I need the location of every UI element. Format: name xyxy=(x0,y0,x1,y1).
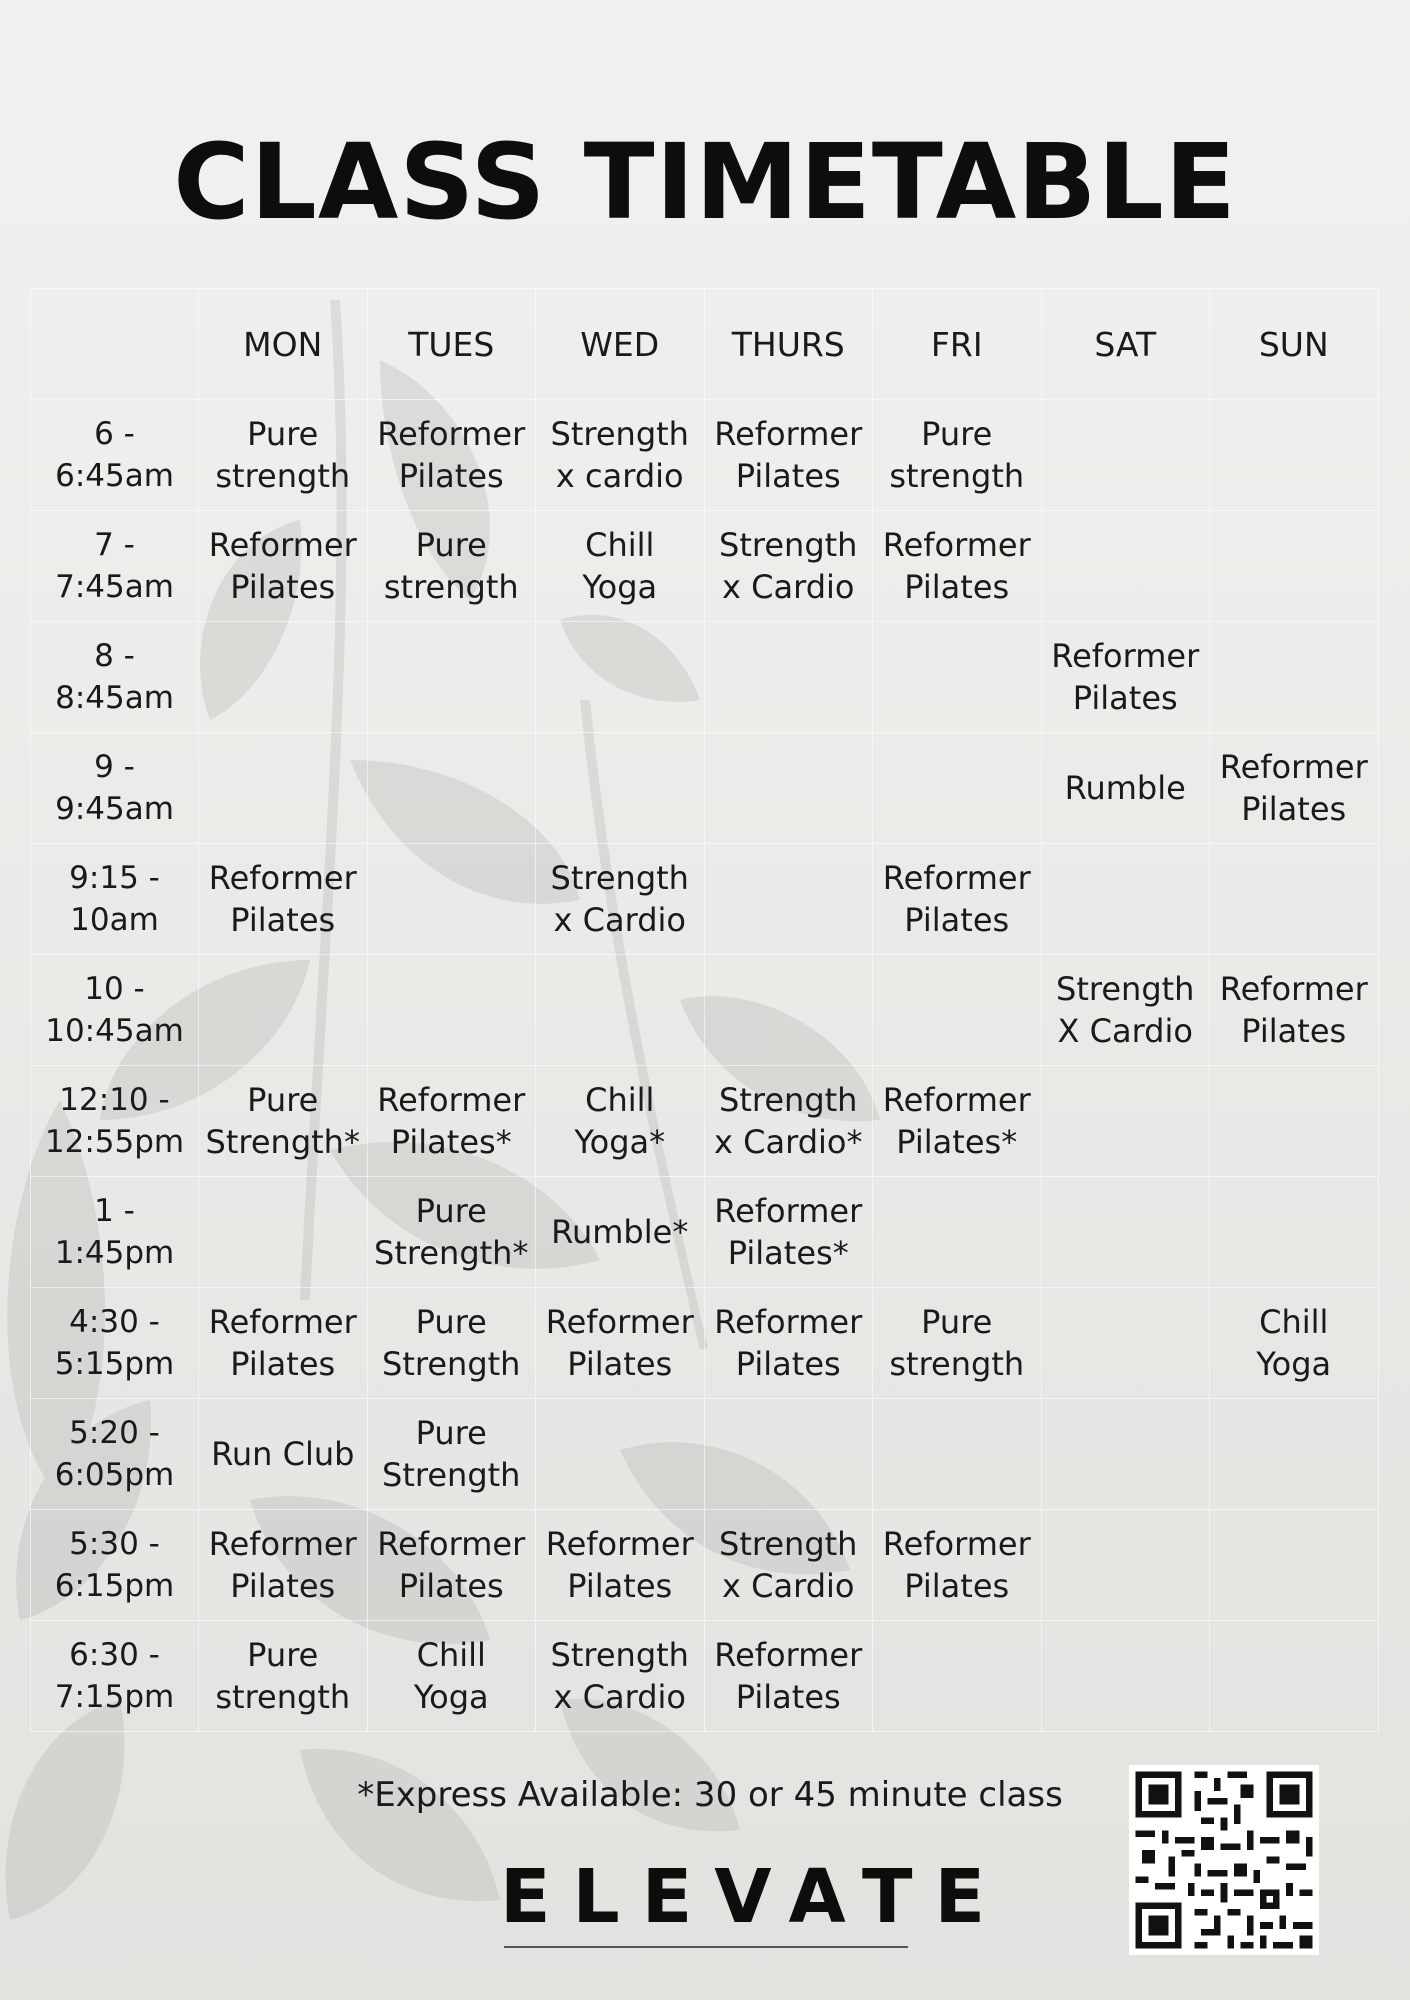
class-name: Reformer Pilates xyxy=(882,526,1031,606)
class-cell xyxy=(1210,1066,1379,1177)
class-cell xyxy=(536,1066,705,1177)
class-cell xyxy=(704,844,873,955)
day-header: TUES xyxy=(367,289,536,400)
class-name: Reformer Pilates xyxy=(545,1303,694,1383)
class-cell xyxy=(1210,733,1379,844)
class-cell xyxy=(199,1399,368,1510)
class-cell xyxy=(536,1177,705,1288)
time-label: 8 - 8:45am xyxy=(55,638,174,716)
class-name: Strength x cardio xyxy=(550,415,689,495)
class-cell xyxy=(199,1288,368,1399)
class-name: Reformer Pilates xyxy=(208,1525,357,1605)
table-row xyxy=(31,1288,1379,1399)
class-cell xyxy=(704,1288,873,1399)
class-cell xyxy=(1041,733,1210,844)
time-slot xyxy=(31,733,199,844)
class-cell xyxy=(873,1177,1042,1288)
day-header: MON xyxy=(199,289,368,400)
time-label: 7 - 7:45am xyxy=(55,527,174,605)
class-name: Reformer Pilates xyxy=(714,1636,863,1716)
brand-logo: ELEVATE xyxy=(500,1854,1008,1940)
class-name: Reformer Pilates xyxy=(377,1525,526,1605)
class-name: Reformer Pilates xyxy=(714,415,863,495)
class-cell xyxy=(873,733,1042,844)
table-row xyxy=(31,400,1379,511)
express-footnote: *Express Available: 30 or 45 minute class xyxy=(357,1775,1063,1815)
class-cell xyxy=(873,511,1042,622)
class-cell xyxy=(704,733,873,844)
class-name: Reformer Pilates xyxy=(1219,748,1368,828)
time-label: 5:20 - 6:05pm xyxy=(54,1415,175,1493)
class-cell xyxy=(536,733,705,844)
class-name: Reformer Pilates xyxy=(1051,637,1200,717)
class-cell xyxy=(536,1288,705,1399)
class-cell xyxy=(704,511,873,622)
class-cell xyxy=(1210,1621,1379,1732)
brand-underline xyxy=(504,1946,908,1948)
class-cell xyxy=(1041,400,1210,511)
class-cell xyxy=(873,1510,1042,1621)
class-name: Pure Strength xyxy=(382,1414,521,1494)
class-cell xyxy=(1210,1510,1379,1621)
class-cell xyxy=(1210,400,1379,511)
class-cell xyxy=(536,511,705,622)
class-cell xyxy=(367,511,536,622)
class-cell xyxy=(873,1621,1042,1732)
time-label: 4:30 - 5:15pm xyxy=(54,1304,175,1382)
class-name: Reformer Pilates* xyxy=(882,1081,1031,1161)
time-slot xyxy=(31,1621,199,1732)
class-cell xyxy=(1041,1621,1210,1732)
class-name: Chill Yoga* xyxy=(574,1081,666,1161)
time-slot xyxy=(31,1066,199,1177)
day-header: SUN xyxy=(1210,289,1379,400)
class-cell xyxy=(199,733,368,844)
time-label: 6 - 6:45am xyxy=(55,416,174,494)
class-cell xyxy=(873,400,1042,511)
class-name: Strength x Cardio xyxy=(550,1636,689,1716)
class-cell xyxy=(704,400,873,511)
time-label: 5:30 - 6:15pm xyxy=(54,1526,175,1604)
day-header: WED xyxy=(536,289,705,400)
header-row xyxy=(31,289,1379,400)
class-cell xyxy=(873,844,1042,955)
class-name: Reformer Pilates xyxy=(208,1303,357,1383)
day-header: FRI xyxy=(873,289,1042,400)
class-cell xyxy=(367,400,536,511)
class-name: Pure Strength* xyxy=(205,1081,360,1161)
time-slot xyxy=(31,844,199,955)
time-slot xyxy=(31,1288,199,1399)
class-cell xyxy=(199,1177,368,1288)
class-name: Pure Strength* xyxy=(374,1192,529,1272)
class-cell xyxy=(1210,844,1379,955)
table-row xyxy=(31,733,1379,844)
class-name: Strength X Cardio xyxy=(1056,970,1195,1050)
class-cell xyxy=(1041,1288,1210,1399)
time-slot xyxy=(31,622,199,733)
time-slot xyxy=(31,511,199,622)
class-cell xyxy=(1210,622,1379,733)
class-cell xyxy=(873,1399,1042,1510)
class-name: Pure strength xyxy=(215,415,351,495)
time-slot xyxy=(31,1177,199,1288)
table-row xyxy=(31,622,1379,733)
class-cell xyxy=(367,1510,536,1621)
class-cell xyxy=(199,1066,368,1177)
class-cell xyxy=(1210,1177,1379,1288)
class-name: Reformer Pilates xyxy=(882,1525,1031,1605)
class-name: Chill Yoga xyxy=(413,1636,489,1716)
class-cell xyxy=(1210,955,1379,1066)
class-cell xyxy=(199,844,368,955)
class-cell xyxy=(1041,622,1210,733)
class-name: Reformer Pilates xyxy=(377,415,526,495)
class-name: Strength x Cardio xyxy=(719,526,858,606)
class-name: Rumble* xyxy=(551,1213,689,1251)
class-cell xyxy=(1041,1066,1210,1177)
class-cell xyxy=(536,400,705,511)
class-name: Reformer Pilates* xyxy=(714,1192,863,1272)
table-row xyxy=(31,1621,1379,1732)
class-name: Reformer Pilates xyxy=(545,1525,694,1605)
table-row xyxy=(31,1510,1379,1621)
class-name: Reformer Pilates xyxy=(1219,970,1368,1050)
timetable xyxy=(30,288,1379,1732)
class-name: Pure strength xyxy=(215,1636,351,1716)
class-cell xyxy=(199,1621,368,1732)
class-cell xyxy=(199,511,368,622)
time-slot xyxy=(31,1510,199,1621)
class-cell xyxy=(704,1066,873,1177)
class-name: Pure Strength xyxy=(382,1303,521,1383)
class-cell xyxy=(199,622,368,733)
page-title: CLASS TIMETABLE xyxy=(173,121,1237,243)
time-label: 1 - 1:45pm xyxy=(54,1193,175,1271)
table-row xyxy=(31,511,1379,622)
table-row xyxy=(31,955,1379,1066)
class-cell xyxy=(873,1288,1042,1399)
time-label: 12:10 - 12:55pm xyxy=(44,1082,185,1160)
table-row xyxy=(31,1177,1379,1288)
day-header: SAT xyxy=(1041,289,1210,400)
class-name: Strength x Cardio xyxy=(550,859,689,939)
class-name: Pure strength xyxy=(383,526,519,606)
class-cell xyxy=(1210,511,1379,622)
class-cell xyxy=(704,1621,873,1732)
class-name: Chill Yoga xyxy=(1256,1303,1332,1383)
table-row xyxy=(31,844,1379,955)
class-cell xyxy=(367,622,536,733)
class-cell xyxy=(873,1066,1042,1177)
class-cell xyxy=(536,844,705,955)
class-cell xyxy=(873,622,1042,733)
time-label: 6:30 - 7:15pm xyxy=(54,1637,175,1715)
header-corner xyxy=(31,289,199,400)
class-cell xyxy=(1041,844,1210,955)
class-cell xyxy=(367,733,536,844)
class-cell xyxy=(1041,1510,1210,1621)
table-row xyxy=(31,1066,1379,1177)
class-cell xyxy=(704,1510,873,1621)
table-row xyxy=(31,1399,1379,1510)
time-slot xyxy=(31,1399,199,1510)
class-name: Strength x Cardio* xyxy=(714,1081,863,1161)
class-name: Rumble xyxy=(1064,769,1186,807)
class-cell xyxy=(1210,1399,1379,1510)
class-cell xyxy=(1210,1288,1379,1399)
class-cell xyxy=(1041,955,1210,1066)
class-cell xyxy=(536,1399,705,1510)
class-cell xyxy=(199,1510,368,1621)
class-cell xyxy=(199,400,368,511)
class-cell xyxy=(367,1621,536,1732)
class-cell xyxy=(199,955,368,1066)
class-name: Chill Yoga xyxy=(582,526,658,606)
class-cell xyxy=(704,622,873,733)
class-cell xyxy=(367,955,536,1066)
class-cell xyxy=(1041,1177,1210,1288)
class-cell xyxy=(1041,1399,1210,1510)
class-cell xyxy=(873,955,1042,1066)
qr-code-icon xyxy=(1129,1765,1319,1955)
class-cell xyxy=(367,1177,536,1288)
time-slot xyxy=(31,400,199,511)
class-name: Reformer Pilates xyxy=(882,859,1031,939)
class-name: Pure strength xyxy=(889,415,1025,495)
time-label: 9:15 - 10am xyxy=(69,860,160,938)
time-label: 9 - 9:45am xyxy=(55,749,174,827)
class-cell xyxy=(1041,511,1210,622)
class-name: Run Club xyxy=(211,1435,355,1473)
class-cell xyxy=(704,1177,873,1288)
class-name: Strength x Cardio xyxy=(719,1525,858,1605)
class-name: Pure strength xyxy=(889,1303,1025,1383)
time-slot xyxy=(31,955,199,1066)
class-cell xyxy=(367,1288,536,1399)
class-cell xyxy=(367,1399,536,1510)
time-label: 10 - 10:45am xyxy=(45,971,184,1049)
class-name: Reformer Pilates xyxy=(714,1303,863,1383)
class-cell xyxy=(536,622,705,733)
class-cell xyxy=(367,1066,536,1177)
day-header: THURS xyxy=(704,289,873,400)
class-cell xyxy=(536,1510,705,1621)
class-cell xyxy=(704,955,873,1066)
class-cell xyxy=(536,955,705,1066)
class-name: Reformer Pilates xyxy=(208,859,357,939)
class-cell xyxy=(536,1621,705,1732)
class-name: Reformer Pilates xyxy=(208,526,357,606)
class-cell xyxy=(704,1399,873,1510)
class-name: Reformer Pilates* xyxy=(377,1081,526,1161)
class-cell xyxy=(367,844,536,955)
